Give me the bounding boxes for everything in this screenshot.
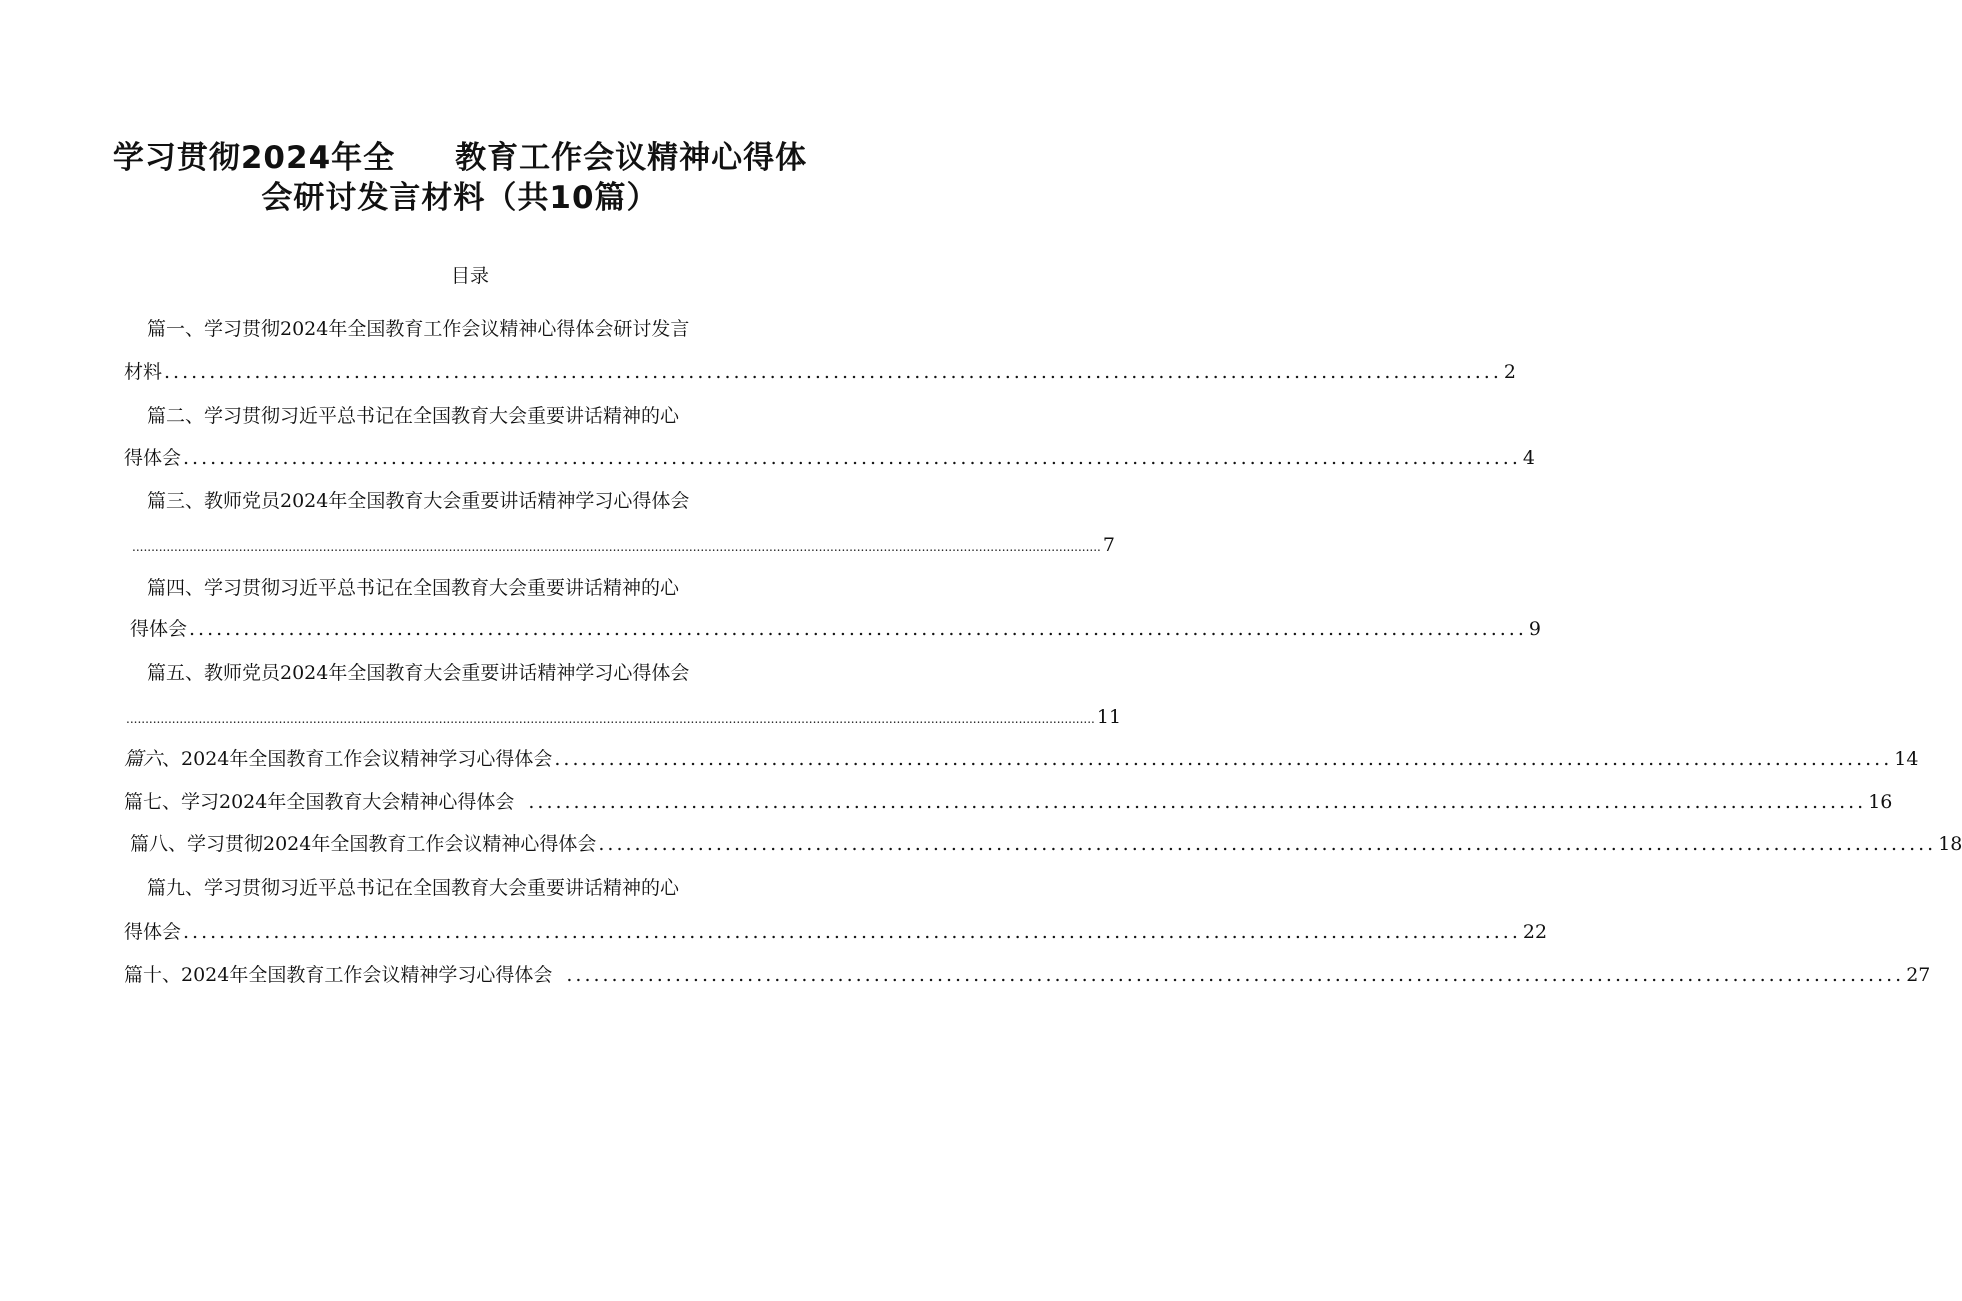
toc-heading: 目录: [450, 265, 489, 287]
toc-entry-1-page-number: 2: [1503, 361, 1516, 383]
toc-entry-3-title[interactable]: 篇三、教师党员2024年全国教育大会重要讲话精神学习心得体会: [147, 490, 690, 512]
toc-entry-8-page-number: 18: [1938, 833, 1962, 855]
toc-entry-3-page-number: 7: [1102, 534, 1115, 556]
toc-entry-8-row[interactable]: [130, 829, 1962, 859]
dot-leader: ....................................................................................................................................................: [183, 447, 1521, 469]
dot-leader: ....................................................................................................................................................: [164, 361, 1502, 383]
document-title-line-1: [0, 136, 920, 180]
document-title-line-2: 会研讨发言材料（共10篇）: [261, 180, 659, 216]
toc-entry-3-row[interactable]: [130, 530, 1115, 562]
toc-entry-4-title[interactable]: 篇四、学习贯彻习近平总书记在全国教育大会重要讲话精神的心: [147, 577, 680, 599]
toc-entry-9-page-number: 22: [1522, 921, 1548, 943]
toc-entry-9-continuation: 得体会: [124, 921, 182, 943]
dot-leader: ..............................................................................................................................................................................................................................................................: [132, 540, 1101, 554]
toc-entry-4-page-number: 9: [1528, 618, 1541, 640]
toc-entry-9-title[interactable]: 篇九、学习贯彻习近平总书记在全国教育大会重要讲话精神的心: [147, 877, 680, 899]
toc-entry-6-row[interactable]: [124, 744, 1919, 774]
toc-entry-7-title: 篇七、学习2024年全国教育大会精神心得体会: [124, 791, 515, 813]
toc-entry-2-continuation: 得体会: [124, 447, 182, 469]
toc-entry-5-row[interactable]: [124, 702, 1122, 734]
toc-entry-10-row[interactable]: [124, 960, 1931, 990]
toc-entry-2-title[interactable]: 篇二、学习贯彻习近平总书记在全国教育大会重要讲话精神的心: [147, 405, 680, 427]
toc-entry-9-row[interactable]: [124, 917, 1548, 947]
dot-leader: ....................................................................................................................................................: [566, 964, 1905, 986]
dot-leader: ....................................................................................................................................................: [183, 921, 1521, 943]
toc-entry-1-continuation: 材料: [124, 361, 163, 383]
toc-entry-2-row[interactable]: [124, 443, 1535, 473]
toc-entry-1-title[interactable]: 篇一、学习贯彻2024年全国教育工作会议精神心得体会研讨发言: [147, 318, 690, 340]
toc-entry-5-title[interactable]: 篇五、教师党员2024年全国教育大会重要讲话精神学习心得体会: [147, 662, 690, 684]
toc-entry-6-prefix: 篇六: [124, 748, 163, 770]
toc-entry-7-page-number: 16: [1868, 791, 1893, 813]
toc-entry-4-row[interactable]: [130, 614, 1541, 644]
dot-leader: ..............................................................................................................................................................................................................................................................: [126, 712, 1095, 726]
dot-leader: ....................................................................................................................................................: [598, 833, 1937, 855]
toc-entry-5-page-number: 11: [1096, 706, 1122, 728]
dot-leader: ....................................................................................................................................................: [528, 791, 1867, 813]
toc-entry-10-page-number: 27: [1906, 964, 1931, 986]
toc-entry-7-row[interactable]: [124, 787, 1893, 817]
dot-leader: ....................................................................................................................................................: [189, 618, 1527, 640]
toc-entry-8-title: 篇八、学习贯彻2024年全国教育工作会议精神心得体会: [130, 833, 597, 855]
toc-entry-4-continuation: 得体会: [130, 618, 188, 640]
toc-entry-1-row[interactable]: [124, 357, 1516, 387]
toc-entry-2-page-number: 4: [1522, 447, 1535, 469]
toc-entry-10-title: 篇十、2024年全国教育工作会议精神学习心得体会: [124, 964, 553, 986]
title-part-left: 学习贯彻2024年全: [112, 140, 396, 176]
title-part-right: 教育工作会议精神心得体: [455, 140, 808, 176]
dot-leader: ....................................................................................................................................................: [554, 748, 1893, 770]
toc-entry-6-title: 、2024年全国教育工作会议精神学习心得体会: [162, 748, 553, 770]
toc-entry-6-page-number: 14: [1894, 748, 1919, 770]
